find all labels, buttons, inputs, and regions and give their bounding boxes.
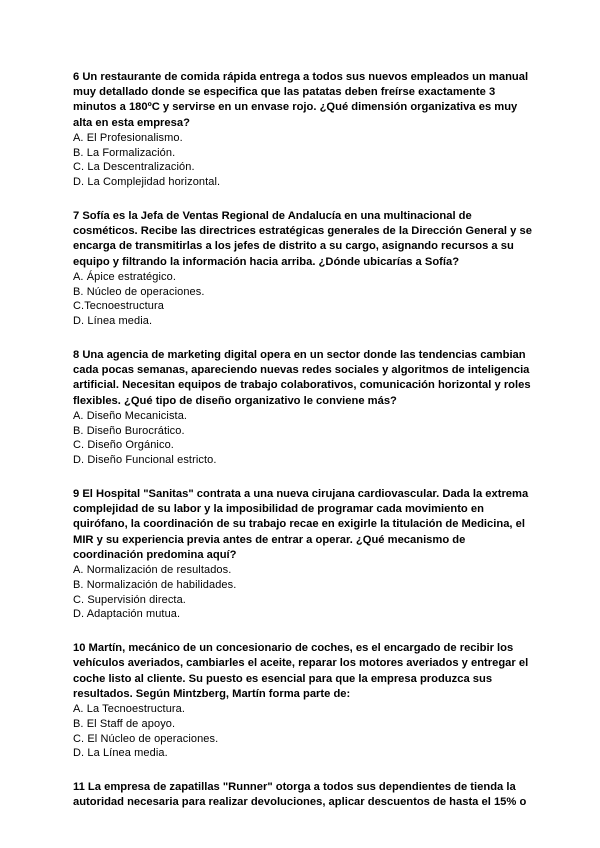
option-d: D. La Línea media.	[73, 747, 168, 760]
question-7	[73, 209, 533, 329]
option-d: D. Adaptación mutua.	[73, 608, 181, 621]
option-c: C. Diseño Orgánico.	[73, 439, 174, 452]
option-c: C. El Núcleo de operaciones.	[73, 732, 219, 745]
option-a: A. El Profesionalismo.	[73, 131, 183, 144]
question-text: 11 La empresa de zapatillas "Runner" otorga a todos sus dependientes de tienda la autoridad necesaria para realizar devoluciones, aplicar descuentos de hasta el 15% o	[73, 781, 527, 809]
option-a: A. La Tecnoestructura.	[73, 703, 186, 716]
options-list	[73, 131, 533, 190]
question-8	[73, 348, 533, 468]
question-text: 8 Una agencia de marketing digital opera en un sector donde las tendencias cambian cada pocas semanas, apareciendo nuevas redes sociales y algoritmos de inteligencia artificial. Necesitan equipos de trabajo colaborativos, comunicación horizontal y roles flexibles. ¿Qué tipo de diseño organizativo le conviene más?	[73, 349, 531, 407]
option-c: C.Tecnoestructura	[73, 300, 164, 313]
option-b: B. La Formalización.	[73, 146, 176, 159]
option-d: D. Diseño Funcional estricto.	[73, 454, 217, 467]
options-list	[73, 563, 533, 622]
option-a: A. Normalización de resultados.	[73, 564, 232, 577]
option-c: C. Supervisión directa.	[73, 593, 186, 606]
option-b: B. Núcleo de operaciones.	[73, 285, 205, 298]
question-9	[73, 487, 533, 622]
question-text: 7 Sofía es la Jefa de Ventas Regional de Andalucía en una multinacional de cosméticos. Recibe las directrices estratégicas generales de la Dirección General y se encarga de transmitirlas a los jefes de distrito a su cargo, asignando recursos a su equipo y filtrando la información hacia arriba. ¿Dónde ubicarías a Sofía?	[73, 210, 532, 268]
question-10	[73, 641, 533, 761]
option-b: B. Normalización de habilidades.	[73, 578, 237, 591]
option-c: C. La Descentralización.	[73, 161, 195, 174]
option-b: B. El Staff de apoyo.	[73, 717, 176, 730]
question-text: 10 Martín, mecánico de un concesionario de coches, es el encargado de recibir los vehículos averiados, cambiarles el aceite, reparar los motores averiados y entregar el coche listo al cliente. Su puesto es esencial para que la empresa produzca sus resultados. Según Mintzberg, Martín forma parte de:	[73, 642, 529, 700]
document-page	[73, 70, 533, 830]
option-d: D. Línea media.	[73, 315, 153, 328]
option-d: D. La Complejidad horizontal.	[73, 176, 221, 189]
question-6	[73, 70, 533, 190]
option-a: A. Diseño Mecanicista.	[73, 409, 188, 422]
question-11	[73, 780, 533, 810]
question-text: 6 Un restaurante de comida rápida entrega a todos sus nuevos empleados un manual muy detallado donde se especifica que las patatas deben freírse exactamente 3 minutos a 180ºC y servirse en un envase rojo. ¿Qué dimensión organizativa es muy alta en esta empresa?	[73, 71, 529, 129]
question-text: 9 El Hospital "Sanitas" contrata a una nueva cirujana cardiovascular. Dada la extrema complejidad de su labor y la imposibilidad de programar cada movimiento en quirófano, la coordinación de su trabajo recae en exigirle la titulación de Medicina, el MIR y su experiencia previa antes de entrar a operar. ¿Qué mecanismo de coordinación predomina aquí?	[73, 488, 529, 561]
option-b: B. Diseño Burocrático.	[73, 424, 185, 437]
options-list	[73, 409, 533, 468]
options-list	[73, 702, 533, 761]
option-a: A. Ápice estratégico.	[73, 270, 176, 283]
options-list	[73, 270, 533, 329]
